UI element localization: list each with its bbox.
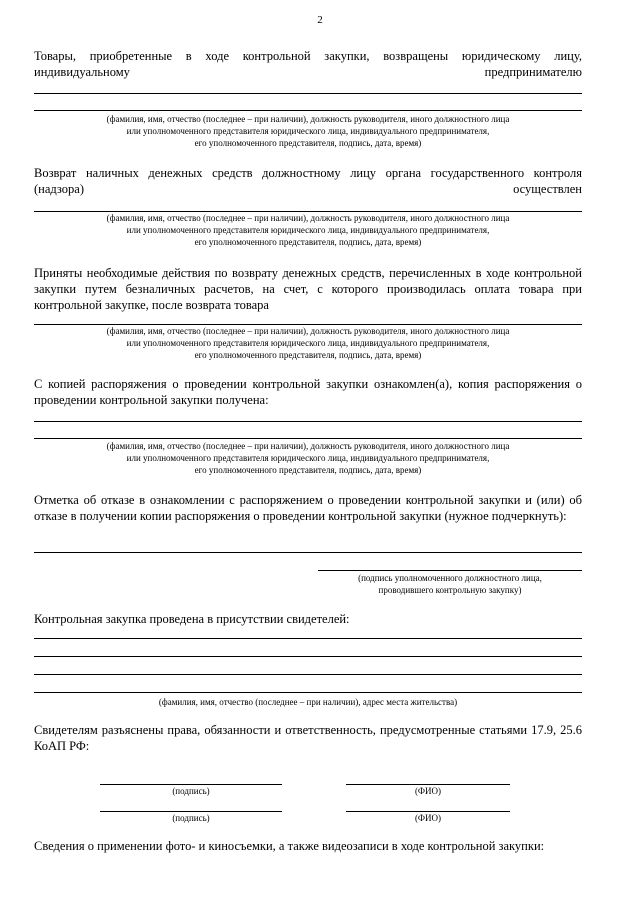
caption-line: его уполномоченного представителя, подпись, дата, время) <box>194 237 422 247</box>
witnesses-line-3 <box>34 674 582 675</box>
caption-line: или уполномоченного представителя юридического лица, индивидуального предпринимателя, <box>126 453 490 463</box>
caption-line: или уполномоченного представителя юридического лица, индивидуального предпринимателя, <box>126 126 490 136</box>
returned-goods-text: Товары, приобретенные в ходе контрольной закупки, возвращены юридическому лицу, индивидуальному предпринимателю <box>34 49 582 79</box>
order-copy-line-2 <box>34 438 582 439</box>
witness-1-name-caption: (ФИО) <box>414 786 442 796</box>
caption-line: его уполномоченного представителя, подпись, дата, время) <box>194 138 422 148</box>
refusal-note-line <box>34 552 582 553</box>
caption-line: его уполномоченного представителя, подпись, дата, время) <box>194 465 422 475</box>
photo-video-text: Сведения о применении фото- и киносъемки, а также видеозаписи в ходе контрольной закупки: <box>34 839 545 853</box>
caption-line: или уполномоченного представителя юридического лица, индивидуального предпринимателя, <box>126 225 490 235</box>
refusal-note-text: Отметка об отказе в ознакомлении с распоряжением о проведении контрольной закупки и (или) об отказе в получении копии распоряжения о проведении контрольной закупки (нужное подчеркнуть): <box>34 493 582 523</box>
cashless-return-text: Приняты необходимые действия по возврату денежных средств, перечисленных в ходе контрольной закупки путем безналичных расчетов, на счет, с которого производилась оплата товара при контрольной закупке, после возврата товара <box>34 266 582 312</box>
cashless-return-caption <box>34 325 582 361</box>
refusal-signature-line <box>318 570 582 571</box>
cash-return-text: Возврат наличных денежных средств должностному лицу органа государственного контроля (надзора) осуществлен <box>34 166 582 196</box>
caption-line: или уполномоченного представителя юридического лица, индивидуального предпринимателя, <box>126 338 490 348</box>
caption-line: (фамилия, имя, отчество (последнее – при наличии), должность руководителя, иного должностного лица <box>106 213 510 223</box>
refusal-signature-caption <box>318 572 582 596</box>
order-copy-caption <box>34 440 582 476</box>
witnesses-line-2 <box>34 656 582 657</box>
returned-goods-line-2 <box>34 110 582 111</box>
page-number: 2 <box>317 14 323 26</box>
rights-explained-text: Свидетелям разъяснены права, обязанности и ответственность, предусмотренные статьями 17.9, 25.6 КоАП РФ: <box>34 723 582 753</box>
caption-line: (подпись уполномоченного должностного лица, <box>358 573 542 583</box>
caption-line: (фамилия, имя, отчество (последнее – при наличии), должность руководителя, иного должностного лица <box>106 326 510 336</box>
order-copy-line-1 <box>34 421 582 422</box>
caption-line: (фамилия, имя, отчество (последнее – при наличии), должность руководителя, иного должностного лица <box>106 114 510 124</box>
caption-line: проводившего контрольную закупку) <box>378 585 522 595</box>
witness-2-signature-caption: (подпись) <box>172 813 210 823</box>
returned-goods-line-1 <box>34 93 582 94</box>
witnesses-line-1 <box>34 638 582 639</box>
witness-2-name-caption: (ФИО) <box>414 813 442 823</box>
witnesses-line-4 <box>34 692 582 693</box>
caption-line: (фамилия, имя, отчество (последнее – при наличии), должность руководителя, иного должностного лица <box>106 441 510 451</box>
witnesses-text: Контрольная закупка проведена в присутствии свидетелей: <box>34 612 350 626</box>
witness-1-signature-caption: (подпись) <box>172 786 210 796</box>
cash-return-caption <box>34 212 582 248</box>
witnesses-caption: (фамилия, имя, отчество (последнее – при наличии), адрес места жительства) <box>158 697 458 707</box>
caption-line: его уполномоченного представителя, подпись, дата, время) <box>194 350 422 360</box>
order-copy-text: С копией распоряжения о проведении контрольной закупки ознакомлен(а), копия распоряжения о проведении контрольной закупки получена: <box>34 377 582 407</box>
returned-goods-caption <box>34 113 582 149</box>
